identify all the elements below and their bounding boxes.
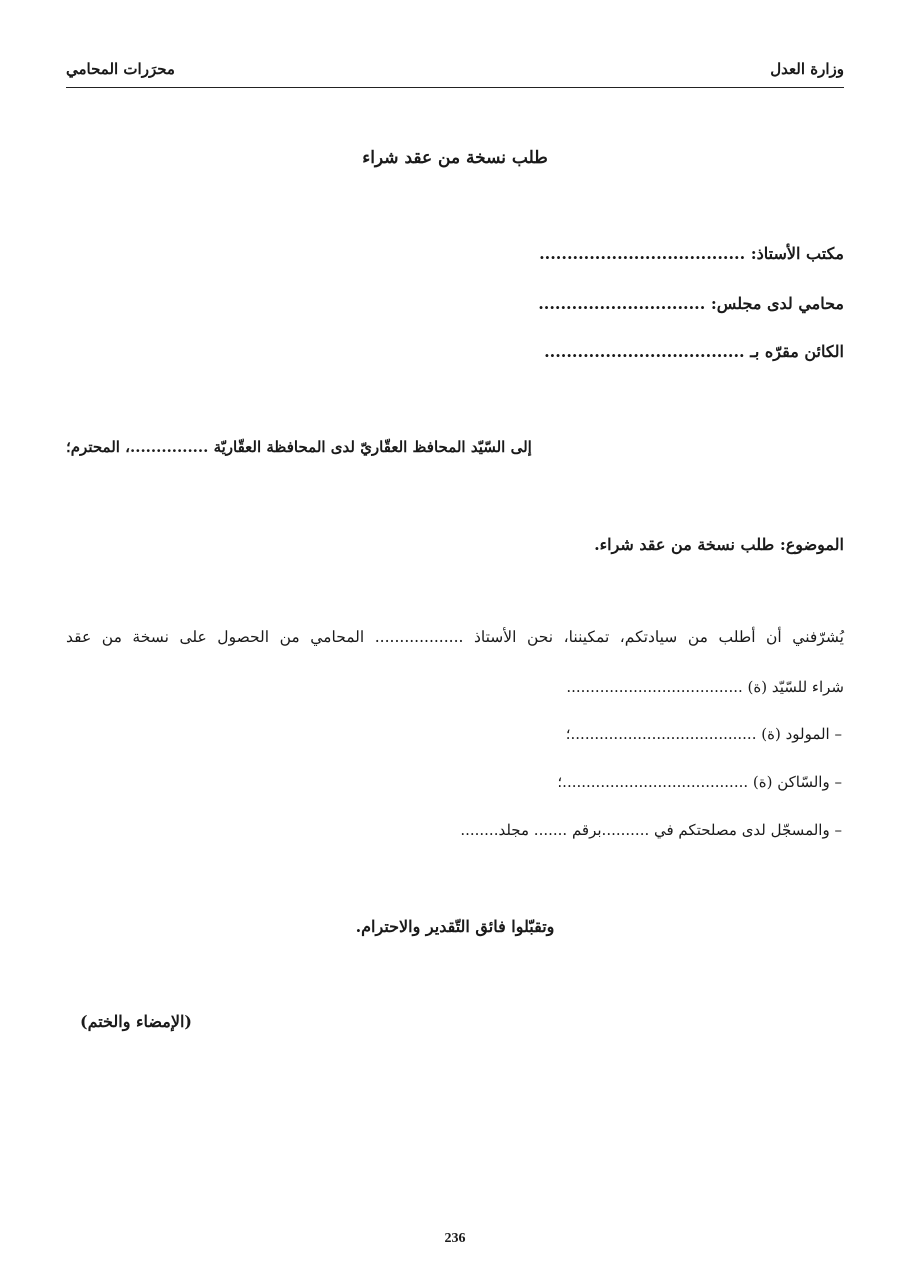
item-born: – المولود (ة) .......................................؛ [565,725,842,743]
body-paragraph-line-1 [66,628,844,646]
header-ministry: وزارة العدل [770,60,844,78]
addressee-line: إلى السّيّد المحافظ العقّاريّ لدى المحافظة العقّاريّة ...............، المحترم؛ [66,438,532,456]
office-line: مكتب الأستاذ: ..................................... [539,244,844,263]
item-registered: – والمسجّل لدى مصلحتكم في ..........برقم ....... مجلد........ [460,821,842,839]
item-residing: – والسّاكن (ة) .......................................؛ [557,773,842,791]
closing-line: وتقبّلوا فائق التّقدير والاحترام. [355,917,555,936]
subject-line: الموضوع: طلب نسخة من عقد شراء. [594,535,844,554]
body-paragraph-line-2: شراء للسّيّد (ة) ..................................... [566,678,844,696]
address-line: الكائن مقرّه بـ .................................... [544,342,844,361]
document-title: طلب نسخة من عقد شراء [362,148,548,168]
header-rule [66,87,844,88]
header-book-title: محرَرات المحامي [66,60,175,78]
page-number: 236 [444,1231,466,1246]
lawyer-line: محامي لدى مجلس: .............................. [538,294,844,313]
body-text-1: يُشرّفني أن أطلب من سيادتكم، تمكيننا، نحن الأستاذ .................. المحامي من الحصول على نسخة من عقد [66,628,844,646]
signature-line: (الإمضاء والختم) [80,1012,192,1031]
